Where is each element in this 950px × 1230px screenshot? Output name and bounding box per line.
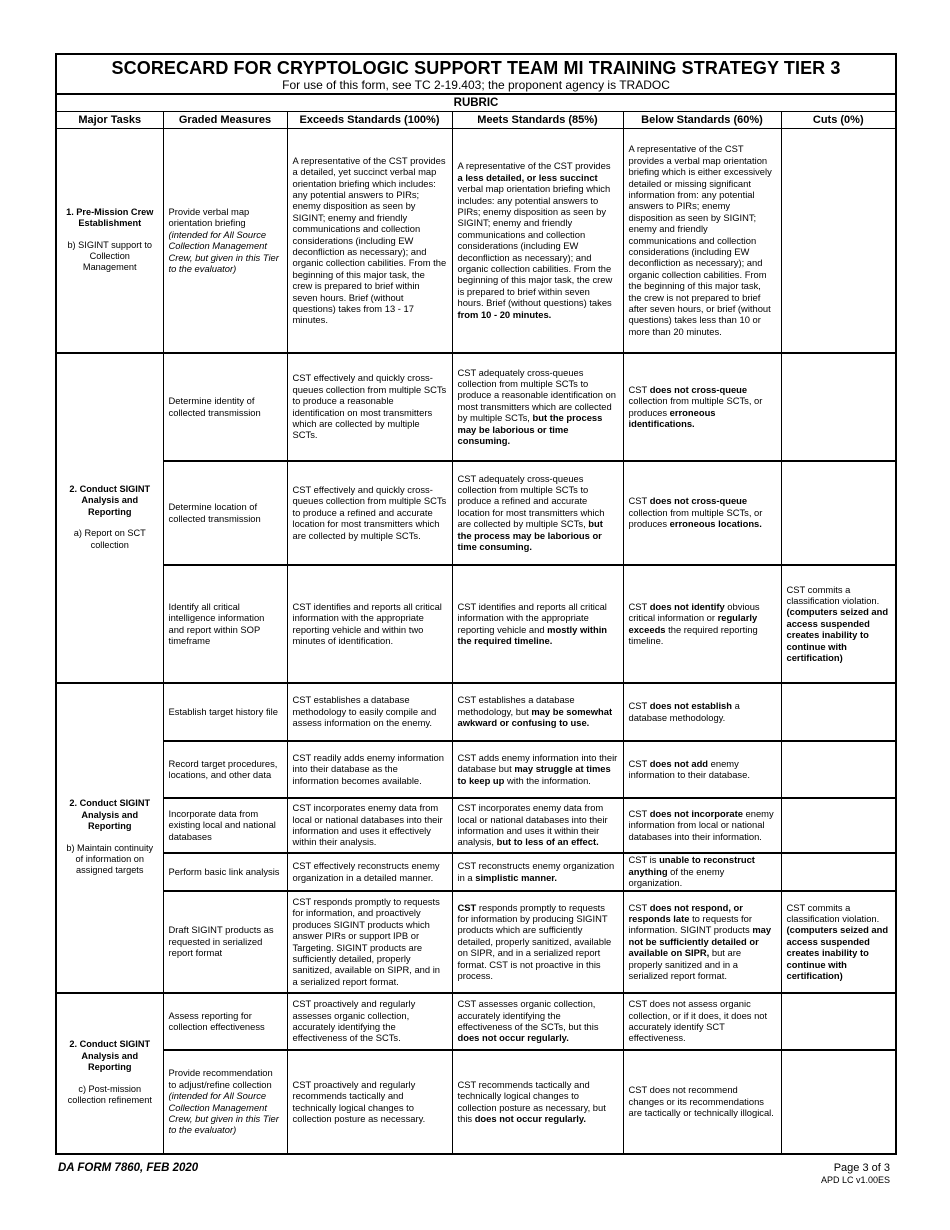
meets-cell: CST adequately cross-queues collection from multiple SCTs to produce a refined and accurate location for most transmitters which are collected by multiple SCTs, but the process may be laborious or time consuming. [452, 461, 623, 565]
meets-cell: CST adds enemy information into their database but may struggle at times to keep up with the information. [452, 741, 623, 798]
below-cell: CST does not add enemy information to their database. [623, 741, 781, 798]
graded-measure: Determine location of collected transmission [163, 461, 287, 565]
meets-cell: CST reconstructs enemy organization in a simplistic manner. [452, 853, 623, 891]
table-row [56, 741, 896, 798]
page-number: Page 3 of 3 [833, 1162, 890, 1174]
exceeds-cell: CST effectively and quickly cross-queues collection from multiple SCTs to produce a refined and accurate location for most transmitters which are collected by multiple SCTs. [287, 461, 452, 565]
graded-measure: Identify all critical intelligence information and report within SOP timeframe [163, 565, 287, 683]
cuts-cell [781, 993, 896, 1050]
table-row [56, 461, 896, 565]
cuts-cell [781, 353, 896, 461]
table-row [56, 853, 896, 891]
exceeds-cell: CST establishes a database methodology to easily compile and assess information on the enemy. [287, 683, 452, 741]
exceeds-cell: CST readily adds enemy information into their database as the information becomes available. [287, 741, 452, 798]
measure-note: (intended for All Source Collection Management Crew, but given in this Tier to the evaluator) [168, 228, 279, 275]
form-subtitle: For use of this form, see TC 2-19.403; the proponent agency is TRADOC [282, 78, 670, 92]
task-title: 2. Conduct SIGINT Analysis and Reporting [69, 483, 151, 517]
meets-cell: CST incorporates enemy data from local or national databases into their information and uses it within their analysis, but to less of an effect. [452, 798, 623, 853]
form-version: APD LC v1.00ES [820, 1175, 890, 1185]
task-title: 2. Conduct SIGINT Analysis and Reporting [69, 1039, 151, 1073]
exceeds-cell: CST effectively and quickly cross-queues collection from multiple SCTs to produce a reasonable identification on most transmitters which are collected by multiple SCTs. [287, 353, 452, 461]
graded-measure: Determine identity of collected transmission [163, 353, 287, 461]
measure-note: (intended for All Source Collection Management Crew, but given in this Tier to the evaluator) [168, 1090, 279, 1136]
cuts-cell: CST commits a classification violation. (computers seized and access suspended creates inability to continue with certification) [781, 565, 896, 683]
col-cuts: Cuts (0%) [781, 112, 896, 129]
major-task-2a [56, 353, 163, 683]
table-row [56, 798, 896, 853]
meets-cell: CST assesses organic collection, accurately identifying the effectiveness of the SCTs, but this does not occur regularly. [452, 993, 623, 1050]
graded-measure: Draft SIGINT products as requested in serialized report format [163, 891, 287, 993]
graded-measure: Perform basic link analysis [163, 853, 287, 891]
cuts-cell [781, 741, 896, 798]
below-cell: CST does not cross-queue collection from multiple SCTs, or produces erroneous identifications. [623, 353, 781, 461]
meets-cell: A representative of the CST provides a less detailed, or less succinct verbal map orientation briefing which includes: any potential answers to PIRs; enemy disposition as seen by SIGINT; enemy and friendly communications and collection considerations (including EW deconfliction as necessary); and organic collection cabilities. From the beginning of this major task, the crew is prepared to brief within seven hours. Brief (without questions) takes from 10 - 20 minutes. [452, 129, 623, 353]
task-title: 1. Pre-Mission Crew Establishment [66, 206, 154, 229]
table-row [56, 891, 896, 993]
below-cell: CST does not cross-queue collection from multiple SCTs, or produces erroneous locations. [623, 461, 781, 565]
task-title: 2. Conduct SIGINT Analysis and Reporting [69, 798, 151, 832]
task-subtitle: c) Post-mission collection refinement [67, 1083, 152, 1106]
cuts-cell [781, 1050, 896, 1154]
graded-measure: Incorporate data from existing local and national databases [163, 798, 287, 853]
below-cell: CST does not assess organic collection, or if it does, it does not accurately identify SCT effectiveness. [623, 993, 781, 1050]
graded-measure [163, 1050, 287, 1154]
below-cell: CST does not identify obvious critical information or regularly exceeds the required reporting timeline. [623, 565, 781, 683]
below-cell: CST is unable to reconstruct anything of the enemy organization. [623, 853, 781, 891]
meets-cell: CST recommends tactically and technically logical changes to collection posture as necessary, but this does not occur regularly. [452, 1050, 623, 1154]
cuts-cell [781, 129, 896, 353]
meets-cell: CST establishes a database methodology, but may be somewhat awkward or confusing to use. [452, 683, 623, 741]
cuts-cell [781, 683, 896, 741]
cuts-cell [781, 853, 896, 891]
col-major-tasks: Major Tasks [56, 112, 163, 129]
exceeds-cell: CST responds promptly to requests for information, and proactively produces SIGINT products which answer PIRs or support IPB or Targeting. SIGINT products are sufficiently detailed, properly sanitized, available on SIPR, and in a serialized report format. [287, 891, 452, 993]
page-info [821, 1162, 890, 1185]
below-cell: A representative of the CST provides a verbal map orientation briefing which is either excessively detailed or missing significant information from: any potential answers to PIRs; enemy disposition as seen by SIGINT; enemy and friendly communications and collection considerations (including EW deconfliction as necessary); and organic collection cabilities. From the beginning of this major task, the crew is not prepared to brief after seven hours, or brief (without questions) takes less than 10 or more than 20 minutes. [623, 129, 781, 353]
major-task-2b [56, 683, 163, 993]
scorecard-table [55, 53, 897, 1155]
graded-measure [163, 129, 287, 353]
col-meets: Meets Standards (85%) [452, 112, 623, 129]
table-row [56, 565, 896, 683]
meets-cell: CST responds promptly to requests for information by producing SIGINT products which are sufficiently detailed, properly sanitized, available on SIPR, and in a serialized report format. CST is not proactive in this process. [452, 891, 623, 993]
task-subtitle: b) Maintain continuity of information on assigned targets [66, 842, 154, 876]
exceeds-cell: CST incorporates enemy data from local or national databases into their information and uses it effectively within their analysis. [287, 798, 452, 853]
below-cell: CST does not incorporate enemy information from local or national databases into their information. [623, 798, 781, 853]
column-header-row [56, 112, 896, 129]
measure-text: Provide recommendation to adjust/refine collection [168, 1067, 273, 1090]
major-task-2c [56, 993, 163, 1154]
form-header [56, 54, 896, 94]
below-cell: CST does not establish a database methodology. [623, 683, 781, 741]
exceeds-cell: A representative of the CST provides a detailed, yet succinct verbal map orientation briefing which includes: any potential answers to PIRs; enemy disposition as seen by SIGINT; enemy and friendly communications and collection considerations (including EW deconfliction as necessary); and organic collection cabilities. From the beginning of this major task, the crew is prepared to brief within seven hours. Brief (without questions) takes from 13 - 17 minutes. [287, 129, 452, 353]
measure-text: Provide verbal map orientation briefing [168, 206, 250, 229]
form-id: DA FORM 7860, FEB 2020 [58, 1162, 199, 1174]
meets-cell: CST identifies and reports all critical information with the appropriate reporting vehicle and mostly within the required timeline. [452, 565, 623, 683]
major-task-1 [56, 129, 163, 353]
exceeds-cell: CST proactively and regularly recommends tactically and technically logical changes to collection posture as necessary. [287, 1050, 452, 1154]
graded-measure: Record target procedures, locations, and other data [163, 741, 287, 798]
rubric-label: RUBRIC [56, 94, 896, 112]
below-cell: CST does not respond, or responds late to requests for information. SIGINT products may not be sufficiently detailed or available on SIPR, but are properly sanitized and in a serialized report format. [623, 891, 781, 993]
exceeds-cell: CST effectively reconstructs enemy organization in a detailed manner. [287, 853, 452, 891]
exceeds-cell: CST identifies and reports all critical information with the appropriate reporting vehicle and within two minutes of identification. [287, 565, 452, 683]
table-row [56, 1050, 896, 1154]
cuts-cell [781, 798, 896, 853]
meets-cell: CST adequately cross-queues collection from multiple SCTs to produce a reasonable identification on most transmitters which are collected by multiple SCTs, but the process may be laborious or time consuming. [452, 353, 623, 461]
table-row [56, 353, 896, 461]
cuts-cell: CST commits a classification violation. (computers seized and access suspended creates inability to continue with certification) [781, 891, 896, 993]
table-row [56, 683, 896, 741]
table-row [56, 129, 896, 353]
cuts-cell [781, 461, 896, 565]
table-row [56, 993, 896, 1050]
task-subtitle: b) SIGINT support to Collection Management [67, 239, 153, 273]
col-below: Below Standards (60%) [623, 112, 781, 129]
below-cell: CST does not recommend changes or its recommendations are tactically or technically illogical. [623, 1050, 781, 1154]
col-graded-measures: Graded Measures [163, 112, 287, 129]
graded-measure: Assess reporting for collection effectiveness [163, 993, 287, 1050]
scorecard-form [55, 53, 895, 1155]
exceeds-cell: CST proactively and regularly assesses organic collection, accurately identifying the effectiveness of the SCTs. [287, 993, 452, 1050]
col-exceeds: Exceeds Standards (100%) [287, 112, 452, 129]
graded-measure: Establish target history file [163, 683, 287, 741]
form-title: SCORECARD FOR CRYPTOLOGIC SUPPORT TEAM MI TRAINING STRATEGY TIER 3 [111, 58, 841, 78]
task-subtitle: a) Report on SCT collection [73, 528, 146, 550]
